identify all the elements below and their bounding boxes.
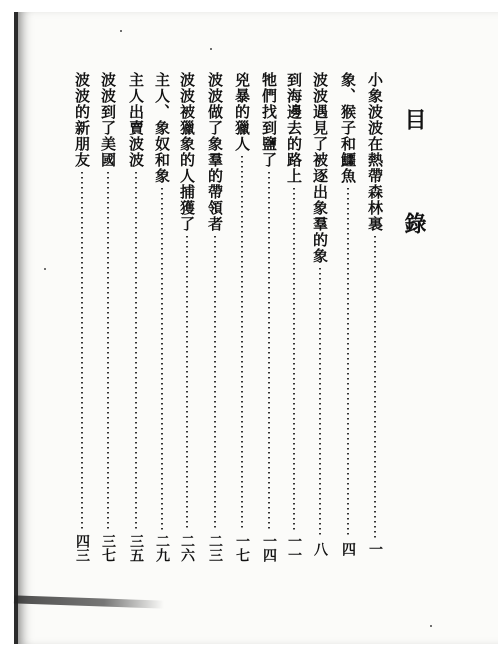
dot-leader xyxy=(374,236,376,538)
toc-entry-title: 象、猴子和鱷魚 xyxy=(339,72,357,184)
toc-entry xyxy=(98,72,118,562)
toc-entry-title: 小象波波在熱帶森林裏 xyxy=(366,72,384,232)
toc-entry-page: 二六 xyxy=(179,534,195,562)
toc-entry-page: 一 xyxy=(367,542,383,556)
toc-entry-title: 波波的新朋友 xyxy=(73,72,91,168)
toc-entry xyxy=(72,72,92,562)
toc-entry-page: 四 xyxy=(340,542,356,556)
page-title: 目 錄 xyxy=(401,108,427,264)
toc-entry xyxy=(310,72,330,562)
toc-entry xyxy=(205,72,225,562)
toc-entry-title: 波波被獵象的人捕獲了 xyxy=(178,72,196,232)
dot-leader xyxy=(347,188,349,538)
dot-leader xyxy=(241,156,243,530)
toc-entry xyxy=(284,72,304,562)
toc-entry-title: 波波遇見了被逐出象羣的象 xyxy=(311,72,329,264)
dot-leader xyxy=(186,236,188,530)
paper-speck xyxy=(430,625,432,627)
toc-entry-page: 一七 xyxy=(234,534,250,562)
toc-entry xyxy=(365,72,385,562)
toc-entry xyxy=(152,72,172,562)
paper-speck xyxy=(210,48,212,50)
dot-leader xyxy=(81,172,83,530)
toc-entry-page: 三七 xyxy=(100,534,116,562)
toc-entry-title: 牠們找到鹽了 xyxy=(260,72,278,168)
toc-entry-title: 主人出賣波波 xyxy=(127,72,145,168)
toc-entry-page: 三五 xyxy=(128,534,144,562)
toc-entry-page: 四三 xyxy=(74,534,90,562)
toc-entry-title: 兇暴的獵人 xyxy=(233,72,251,152)
toc-entry-title: 主人、象奴和象 xyxy=(153,72,171,184)
paper-speck xyxy=(44,268,46,270)
dot-leader xyxy=(319,268,321,538)
toc-entry-title: 到海邊去的路上 xyxy=(285,72,303,184)
paper-speck xyxy=(120,30,122,32)
dot-leader xyxy=(161,188,163,530)
toc-entry-page: 二九 xyxy=(154,534,170,562)
toc-entry-page: 八 xyxy=(312,542,328,556)
toc-entry xyxy=(126,72,146,562)
toc-entry-title: 波波到了美國 xyxy=(99,72,117,168)
dot-leader xyxy=(293,188,295,530)
toc-entry xyxy=(259,72,279,562)
toc-entry-page: 一四 xyxy=(261,534,277,562)
dot-leader xyxy=(135,172,137,530)
dot-leader xyxy=(268,172,270,530)
toc-entry-title: 波波做了象羣的帶領者 xyxy=(206,72,224,232)
toc-entry-page: 一一 xyxy=(286,534,302,562)
toc-entry xyxy=(338,72,358,562)
dot-leader xyxy=(214,236,216,530)
dot-leader xyxy=(107,172,109,530)
toc-entry-page: 二三 xyxy=(207,534,223,562)
toc-entry xyxy=(232,72,252,562)
toc-entry xyxy=(177,72,197,562)
